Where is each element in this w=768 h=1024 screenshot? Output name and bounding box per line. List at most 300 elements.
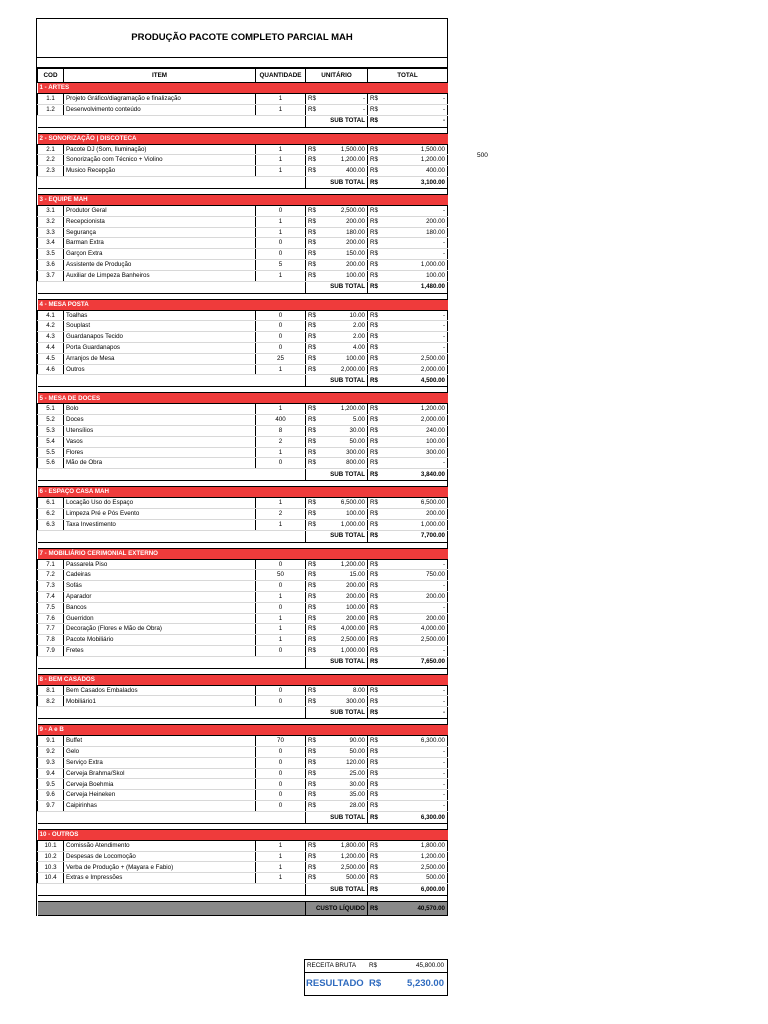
total-currency: R$ — [368, 757, 379, 768]
item-cod: 9.5 — [38, 779, 64, 790]
header-cod: COD — [38, 69, 64, 83]
item-cod: 5.6 — [38, 458, 64, 469]
item-name: Toalhas — [64, 310, 256, 321]
unit-currency: R$ — [306, 227, 317, 238]
section-header — [38, 299, 448, 310]
table-row — [38, 851, 448, 862]
item-name: Guerridon — [64, 613, 256, 624]
item-total: 2,000.00 — [379, 415, 448, 426]
subtotal-currency: R$ — [368, 115, 379, 127]
unit-currency: R$ — [306, 840, 317, 851]
item-unit-price: 1,200.00 — [317, 851, 368, 862]
unit-currency: R$ — [306, 851, 317, 862]
table-row — [38, 602, 448, 613]
total-currency: R$ — [368, 321, 379, 332]
item-unit-price: 200.00 — [317, 238, 368, 249]
item-unit-price: 30.00 — [317, 779, 368, 790]
item-name: Guardanapos Tecido — [64, 332, 256, 343]
item-name: Sofás — [64, 581, 256, 592]
item-name: Desenvolvimento conteúdo — [64, 104, 256, 115]
item-cod: 1.2 — [38, 104, 64, 115]
item-cod: 3.1 — [38, 205, 64, 216]
unit-currency: R$ — [306, 613, 317, 624]
total-currency: R$ — [368, 458, 379, 469]
item-name: Vasos — [64, 436, 256, 447]
table-row — [38, 436, 448, 447]
unit-currency: R$ — [306, 342, 317, 353]
item-cod: 5.4 — [38, 436, 64, 447]
table-row — [38, 425, 448, 436]
item-unit-price: 100.00 — [317, 602, 368, 613]
item-name: Locação Uso do Espaço — [64, 498, 256, 509]
item-name: Cerveja Heineken — [64, 790, 256, 801]
subtotal-value: 4,500.00 — [379, 375, 448, 387]
item-cod: 4.4 — [38, 342, 64, 353]
item-total: 200.00 — [379, 216, 448, 227]
unit-currency: R$ — [306, 458, 317, 469]
item-unit-price: 2,500.00 — [317, 635, 368, 646]
item-unit-price: 6,500.00 — [317, 498, 368, 509]
item-total: - — [379, 696, 448, 707]
table-row — [38, 519, 448, 530]
item-name: Verba de Produção + (Mayara e Fabio) — [64, 862, 256, 873]
total-currency: R$ — [368, 155, 379, 166]
total-currency: R$ — [368, 332, 379, 343]
item-cod: 9.7 — [38, 801, 64, 812]
unit-currency: R$ — [306, 635, 317, 646]
table-row — [38, 591, 448, 602]
item-name: Despesas de Locomoção — [64, 851, 256, 862]
item-quantity: 1 — [256, 519, 306, 530]
subtotal-label: SUB TOTAL — [306, 707, 368, 719]
total-currency: R$ — [368, 425, 379, 436]
item-total: - — [379, 559, 448, 570]
item-total: 200.00 — [379, 508, 448, 519]
item-total: 240.00 — [379, 425, 448, 436]
item-name: Comissão Atendimento — [64, 840, 256, 851]
section-title: 10 - OUTROS — [38, 829, 448, 840]
unit-currency: R$ — [306, 736, 317, 747]
item-unit-price: 1,000.00 — [317, 645, 368, 656]
item-unit-price: 180.00 — [317, 227, 368, 238]
item-total: 2,500.00 — [379, 353, 448, 364]
subtotal-value: 6,300.00 — [379, 811, 448, 823]
total-currency: R$ — [368, 166, 379, 177]
item-name: Cadeiras — [64, 570, 256, 581]
item-quantity: 2 — [256, 508, 306, 519]
item-name: Buffet — [64, 736, 256, 747]
item-cod: 4.5 — [38, 353, 64, 364]
item-total: 6,500.00 — [379, 498, 448, 509]
item-quantity: 1 — [256, 591, 306, 602]
item-total: - — [379, 581, 448, 592]
item-total: - — [379, 332, 448, 343]
table-row — [38, 736, 448, 747]
unit-currency: R$ — [306, 508, 317, 519]
total-currency: R$ — [368, 862, 379, 873]
table-row — [38, 227, 448, 238]
item-quantity: 1 — [256, 862, 306, 873]
table-row — [38, 840, 448, 851]
item-cod: 3.6 — [38, 259, 64, 270]
item-cod: 3.5 — [38, 249, 64, 260]
total-currency: R$ — [368, 249, 379, 260]
sheet-title: PRODUÇÃO PACOTE COMPLETO PARCIAL MAH — [37, 19, 447, 58]
item-total: - — [379, 94, 448, 105]
total-currency: R$ — [368, 736, 379, 747]
item-cod: 2.2 — [38, 155, 64, 166]
item-cod: 6.3 — [38, 519, 64, 530]
total-currency: R$ — [368, 144, 379, 155]
item-total: 1,200.00 — [379, 155, 448, 166]
unit-currency: R$ — [306, 310, 317, 321]
total-currency: R$ — [368, 519, 379, 530]
table-row — [38, 332, 448, 343]
item-total: - — [379, 342, 448, 353]
item-unit-price: 25.00 — [317, 768, 368, 779]
item-unit-price: 50.00 — [317, 747, 368, 758]
subtotal-value: - — [379, 115, 448, 127]
header-item: ITEM — [64, 69, 256, 83]
item-unit-price: 200.00 — [317, 613, 368, 624]
item-quantity: 0 — [256, 747, 306, 758]
item-cod: 9.1 — [38, 736, 64, 747]
item-name: Outros — [64, 364, 256, 375]
subtotal-value: 1,480.00 — [379, 281, 448, 293]
item-quantity: 1 — [256, 404, 306, 415]
item-name: Assistente de Produção — [64, 259, 256, 270]
item-cod: 4.1 — [38, 310, 64, 321]
item-cod: 8.2 — [38, 696, 64, 707]
subtotal-currency: R$ — [368, 707, 379, 719]
item-cod: 6.2 — [38, 508, 64, 519]
resultado-value: 5,230.00 — [407, 978, 444, 989]
unit-currency: R$ — [306, 270, 317, 281]
item-unit-price: 10.00 — [317, 310, 368, 321]
item-unit-price: 100.00 — [317, 508, 368, 519]
header-total: TOTAL — [368, 69, 448, 83]
item-unit-price: 200.00 — [317, 591, 368, 602]
budget-sheet — [36, 18, 448, 916]
total-currency: R$ — [368, 790, 379, 801]
item-cod: 5.2 — [38, 415, 64, 426]
unit-currency: R$ — [306, 624, 317, 635]
item-unit-price: 2.00 — [317, 332, 368, 343]
table-row — [38, 321, 448, 332]
item-unit-price: 1,000.00 — [317, 519, 368, 530]
item-unit-price: - — [317, 94, 368, 105]
table-row — [38, 757, 448, 768]
section-header — [38, 133, 448, 144]
total-currency: R$ — [368, 645, 379, 656]
section-header — [38, 393, 448, 404]
unit-currency: R$ — [306, 216, 317, 227]
table-row — [38, 613, 448, 624]
item-name: Bancos — [64, 602, 256, 613]
total-currency: R$ — [368, 259, 379, 270]
table-row — [38, 238, 448, 249]
side-note: 500 — [477, 152, 488, 159]
item-total: 500.00 — [379, 873, 448, 884]
total-currency: R$ — [368, 270, 379, 281]
item-cod: 7.1 — [38, 559, 64, 570]
item-cod: 10.3 — [38, 862, 64, 873]
item-quantity: 0 — [256, 685, 306, 696]
item-name: Utensílios — [64, 425, 256, 436]
table-row — [38, 645, 448, 656]
subtotal-row — [38, 884, 448, 896]
item-quantity: 2 — [256, 436, 306, 447]
subtotal-blank — [38, 707, 306, 719]
item-name: Caipirinhas — [64, 801, 256, 812]
unit-currency: R$ — [306, 425, 317, 436]
item-quantity: 1 — [256, 94, 306, 105]
item-unit-price: 120.00 — [317, 757, 368, 768]
budget-table — [37, 68, 448, 916]
subtotal-currency: R$ — [368, 281, 379, 293]
item-quantity: 1 — [256, 635, 306, 646]
unit-currency: R$ — [306, 602, 317, 613]
item-unit-price: 50.00 — [317, 436, 368, 447]
total-currency: R$ — [368, 498, 379, 509]
item-name: Produtor Geral — [64, 205, 256, 216]
table-body — [38, 83, 448, 916]
table-row — [38, 508, 448, 519]
total-currency: R$ — [368, 436, 379, 447]
subtotal-value: - — [379, 707, 448, 719]
section-header — [38, 487, 448, 498]
section-title: 5 - MESA DE DOCES — [38, 393, 448, 404]
item-unit-price: 28.00 — [317, 801, 368, 812]
title-gap — [37, 58, 447, 68]
item-quantity: 0 — [256, 790, 306, 801]
subtotal-label: SUB TOTAL — [306, 281, 368, 293]
total-currency: R$ — [368, 873, 379, 884]
subtotal-blank — [38, 884, 306, 896]
table-row — [38, 342, 448, 353]
item-name: Bolo — [64, 404, 256, 415]
subtotal-currency: R$ — [368, 469, 379, 481]
total-currency: R$ — [368, 94, 379, 105]
unit-currency: R$ — [306, 747, 317, 758]
item-total: - — [379, 104, 448, 115]
subtotal-label: SUB TOTAL — [306, 656, 368, 668]
table-row — [38, 353, 448, 364]
subtotal-value: 6,000.00 — [379, 884, 448, 896]
section-header — [38, 83, 448, 94]
total-currency: R$ — [368, 404, 379, 415]
item-name: Auxiliar de Limpeza Banheiros — [64, 270, 256, 281]
item-quantity: 0 — [256, 581, 306, 592]
unit-currency: R$ — [306, 696, 317, 707]
table-row — [38, 144, 448, 155]
item-quantity: 25 — [256, 353, 306, 364]
item-total: - — [379, 790, 448, 801]
table-row — [38, 415, 448, 426]
table-row — [38, 624, 448, 635]
item-unit-price: 5.00 — [317, 415, 368, 426]
item-total: 1,200.00 — [379, 851, 448, 862]
item-quantity: 1 — [256, 155, 306, 166]
table-row — [38, 570, 448, 581]
item-unit-price: 8.00 — [317, 685, 368, 696]
total-currency: R$ — [368, 591, 379, 602]
item-unit-price: 2,500.00 — [317, 862, 368, 873]
item-cod: 10.2 — [38, 851, 64, 862]
unit-currency: R$ — [306, 645, 317, 656]
total-currency: R$ — [368, 851, 379, 862]
unit-currency: R$ — [306, 862, 317, 873]
unit-currency: R$ — [306, 353, 317, 364]
section-title: 7 - MOBILIÁRIO CERIMONIAL EXTERNO — [38, 548, 448, 559]
item-cod: 5.3 — [38, 425, 64, 436]
item-quantity: 1 — [256, 166, 306, 177]
table-row — [38, 862, 448, 873]
table-row — [38, 635, 448, 646]
unit-currency: R$ — [306, 570, 317, 581]
item-name: Musico Recepção — [64, 166, 256, 177]
unit-currency: R$ — [306, 332, 317, 343]
item-name: Cerveja Boehmia — [64, 779, 256, 790]
item-total: 100.00 — [379, 270, 448, 281]
unit-currency: R$ — [306, 364, 317, 375]
subtotal-value: 3,100.00 — [379, 176, 448, 188]
item-total: - — [379, 768, 448, 779]
item-cod: 7.9 — [38, 645, 64, 656]
table-row — [38, 205, 448, 216]
item-cod: 7.2 — [38, 570, 64, 581]
subtotal-blank — [38, 656, 306, 668]
total-currency: R$ — [368, 747, 379, 758]
custo-liquido-value: 40,570.00 — [379, 902, 448, 916]
item-unit-price: 300.00 — [317, 696, 368, 707]
item-cod: 4.2 — [38, 321, 64, 332]
item-quantity: 50 — [256, 570, 306, 581]
unit-currency: R$ — [306, 801, 317, 812]
item-name: Fretes — [64, 645, 256, 656]
resultado-row — [305, 973, 447, 995]
item-total: - — [379, 757, 448, 768]
item-cod: 7.6 — [38, 613, 64, 624]
unit-currency: R$ — [306, 685, 317, 696]
item-name: Segurança — [64, 227, 256, 238]
subtotal-currency: R$ — [368, 811, 379, 823]
item-cod: 3.4 — [38, 238, 64, 249]
item-unit-price: 30.00 — [317, 425, 368, 436]
item-total: 2,000.00 — [379, 364, 448, 375]
item-quantity: 70 — [256, 736, 306, 747]
item-unit-price: 100.00 — [317, 270, 368, 281]
receita-label: RECEITA BRUTA — [307, 962, 357, 969]
item-quantity: 0 — [256, 238, 306, 249]
item-name: Pacote Mobiliário — [64, 635, 256, 646]
total-currency: R$ — [368, 205, 379, 216]
total-currency: R$ — [368, 310, 379, 321]
unit-currency: R$ — [306, 238, 317, 249]
item-unit-price: 35.00 — [317, 790, 368, 801]
item-unit-price: 150.00 — [317, 249, 368, 260]
total-currency: R$ — [368, 415, 379, 426]
receita-value: 45,800.00 — [415, 962, 444, 969]
item-total: - — [379, 779, 448, 790]
item-quantity: 0 — [256, 205, 306, 216]
item-total: 1,200.00 — [379, 404, 448, 415]
subtotal-value: 7,700.00 — [379, 530, 448, 542]
unit-currency: R$ — [306, 166, 317, 177]
total-currency: R$ — [368, 624, 379, 635]
item-unit-price: 800.00 — [317, 458, 368, 469]
item-unit-price: 400.00 — [317, 166, 368, 177]
unit-currency: R$ — [306, 94, 317, 105]
unit-currency: R$ — [306, 768, 317, 779]
item-total: - — [379, 310, 448, 321]
item-total: 1,800.00 — [379, 840, 448, 851]
subtotal-row — [38, 281, 448, 293]
subtotal-row — [38, 469, 448, 481]
unit-currency: R$ — [306, 249, 317, 260]
total-currency: R$ — [368, 768, 379, 779]
item-total: 300.00 — [379, 447, 448, 458]
item-unit-price: 100.00 — [317, 353, 368, 364]
item-quantity: 1 — [256, 270, 306, 281]
subtotal-label: SUB TOTAL — [306, 530, 368, 542]
item-total: 100.00 — [379, 436, 448, 447]
item-cod: 1.1 — [38, 94, 64, 105]
unit-currency: R$ — [306, 873, 317, 884]
item-total: 1,000.00 — [379, 519, 448, 530]
item-total: 2,500.00 — [379, 635, 448, 646]
item-name: Souplast — [64, 321, 256, 332]
table-row — [38, 310, 448, 321]
item-quantity: 1 — [256, 144, 306, 155]
item-unit-price: 1,200.00 — [317, 155, 368, 166]
subtotal-value: 3,840.00 — [379, 469, 448, 481]
receita-row — [305, 960, 447, 973]
item-cod: 2.3 — [38, 166, 64, 177]
item-cod: 7.5 — [38, 602, 64, 613]
item-total: 200.00 — [379, 613, 448, 624]
item-quantity: 0 — [256, 757, 306, 768]
table-row — [38, 779, 448, 790]
item-cod: 10.1 — [38, 840, 64, 851]
item-name: Projeto Gráfico/diagramação e finalização — [64, 94, 256, 105]
table-row — [38, 94, 448, 105]
item-unit-price: 300.00 — [317, 447, 368, 458]
item-unit-price: 200.00 — [317, 581, 368, 592]
item-quantity: 1 — [256, 216, 306, 227]
item-total: - — [379, 249, 448, 260]
total-currency: R$ — [368, 779, 379, 790]
item-total: - — [379, 747, 448, 758]
subtotal-blank — [38, 530, 306, 542]
table-row — [38, 404, 448, 415]
total-currency: R$ — [368, 216, 379, 227]
item-total: 6,300.00 — [379, 736, 448, 747]
item-unit-price: 1,200.00 — [317, 559, 368, 570]
item-total: 1,500.00 — [379, 144, 448, 155]
subtotal-label: SUB TOTAL — [306, 811, 368, 823]
item-name: Serviço Extra — [64, 757, 256, 768]
table-row — [38, 790, 448, 801]
item-total: - — [379, 321, 448, 332]
item-name: Garçon Extra — [64, 249, 256, 260]
unit-currency: R$ — [306, 144, 317, 155]
item-unit-price: 90.00 — [317, 736, 368, 747]
result-box — [304, 959, 448, 996]
subtotal-row — [38, 530, 448, 542]
item-quantity: 0 — [256, 321, 306, 332]
custo-liquido-row — [38, 902, 448, 916]
